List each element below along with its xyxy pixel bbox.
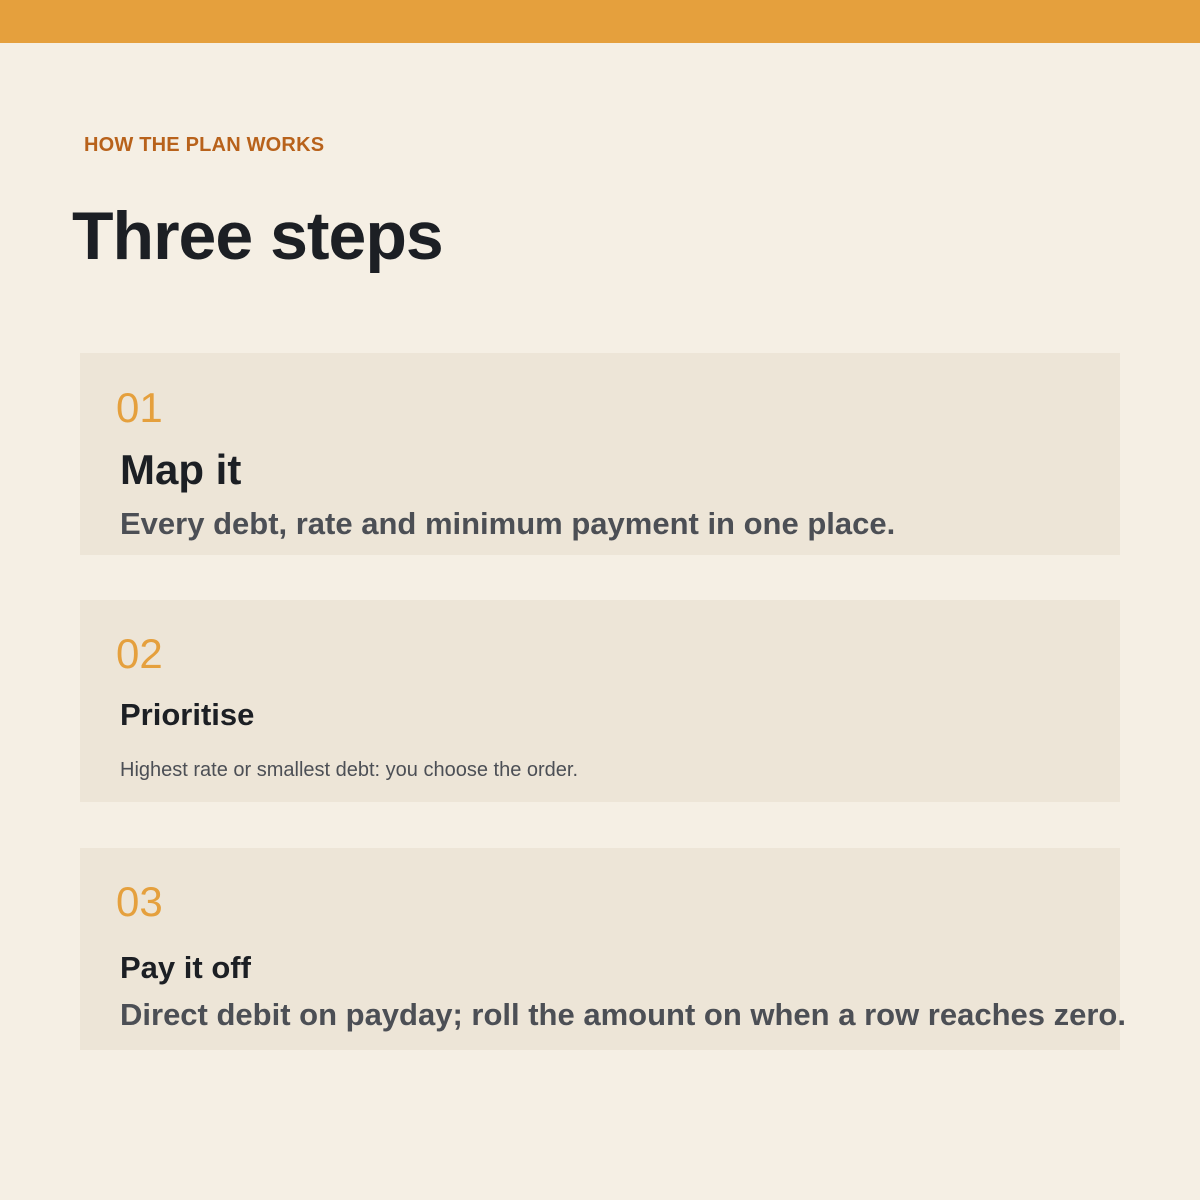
step-card-prioritise xyxy=(80,600,1120,802)
step-description: Direct debit on payday; roll the amount on when a row reaches zero. xyxy=(120,997,1126,1032)
top-accent-bar xyxy=(0,0,1200,43)
step-description: Highest rate or smallest debt: you choose the order. xyxy=(120,759,579,781)
step-number: 02 xyxy=(116,630,163,677)
page-title: Three steps xyxy=(72,198,443,274)
step-card-pay-it-off xyxy=(80,848,1126,1050)
step-card-map-it xyxy=(80,353,1120,555)
step-description: Every debt, rate and minimum payment in one place. xyxy=(120,506,896,541)
step-title: Map it xyxy=(120,446,242,493)
section-eyebrow: HOW THE PLAN WORKS xyxy=(84,134,325,156)
step-number: 01 xyxy=(116,384,163,431)
step-title: Pay it off xyxy=(120,950,251,985)
step-title: Prioritise xyxy=(120,697,255,732)
step-number: 03 xyxy=(116,878,163,925)
